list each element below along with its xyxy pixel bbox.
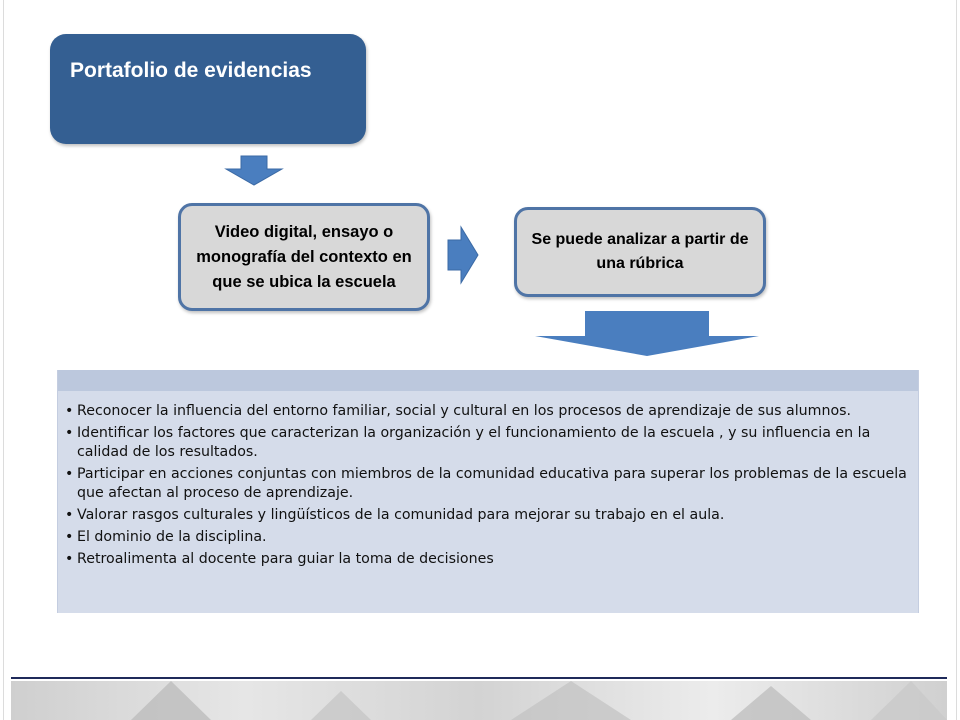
footer-decoration (11, 681, 947, 720)
list-item: • Reconocer la influencia del entorno familiar, social y cultural en los procesos de aprendizaje de sus alumnos. (65, 402, 908, 421)
list-item: • Identificar los factores que caracterizan la organización y el funcionamiento de la escuela , y su influencia en la calidad de los resultados. (65, 424, 908, 462)
right-arrow (447, 226, 479, 286)
list-item: • El dominio de la disciplina. (65, 528, 908, 547)
box-rubrica (514, 207, 766, 297)
title-box (50, 34, 366, 144)
footer-divider (11, 677, 947, 679)
box-video-digital-text: Video digital, ensayo o monografía del contexto en que se ubica la escuela (196, 222, 412, 291)
slide-edge-right (956, 0, 957, 720)
panel-header (58, 370, 918, 391)
title-text: Portafolio de evidencias (70, 59, 312, 82)
list-item: • Retroalimenta al docente para guiar la toma de decisiones (65, 550, 908, 569)
box-rubrica-text: Se puede analizar a partir de una rúbrica (531, 231, 749, 272)
competencies-panel (57, 370, 919, 613)
competencies-list (65, 402, 908, 572)
slide-edge-left (3, 0, 4, 720)
down-arrow-large (533, 311, 761, 357)
list-item: • Participar en acciones conjuntas con miembros de la comunidad educativa para superar los problemas de la escuela que afectan al proceso de aprendizaje. (65, 465, 908, 503)
box-video-digital (178, 203, 430, 311)
down-arrow-small (223, 155, 285, 187)
list-item: • Valorar rasgos culturales y lingüísticos de la comunidad para mejorar su trabajo en el aula. (65, 506, 908, 525)
footer-pattern (11, 681, 947, 720)
